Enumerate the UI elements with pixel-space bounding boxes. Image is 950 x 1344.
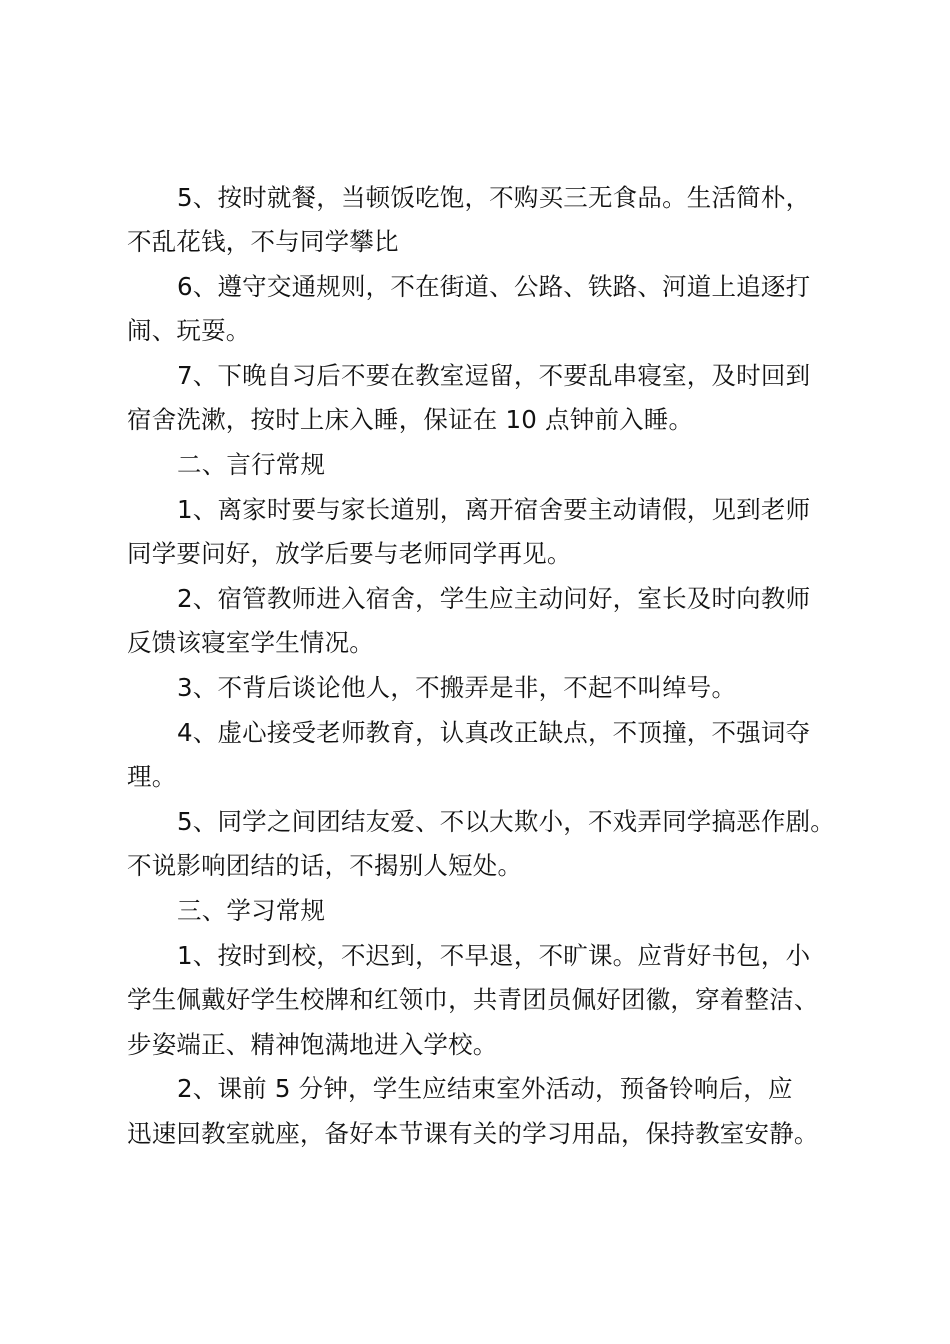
text-line: 1、离家时要与家长道别，离开宿舍要主动请假，见到老师: [177, 495, 811, 524]
text-line: 4、虚心接受老师教育，认真改正缺点，不顶撞，不强词夺: [177, 718, 811, 747]
text-line: 6、遵守交通规则，不在街道、公路、铁路、河道上追逐打: [177, 272, 811, 301]
text-line: 不乱花钱，不与同学攀比: [127, 227, 399, 256]
text-line: 步姿端正、精神饱满地进入学校。: [127, 1030, 498, 1059]
text-line: 理。: [127, 762, 177, 791]
text-line: 2、宿管教师进入宿舍，学生应主动问好，室长及时向教师: [177, 584, 811, 613]
text-line: 闹、玩耍。: [127, 316, 251, 345]
text-line: 不说影响团结的话，不揭别人短处。: [127, 851, 523, 880]
text-line: 5、按时就餐，当顿饭吃饱，不购买三无食品。生活简朴，: [177, 183, 811, 212]
text-line: 宿舍洗漱，按时上床入睡，保证在 10 点钟前入睡。: [127, 405, 694, 434]
section-heading: 二、言行常规: [177, 450, 326, 479]
text-line: 3、不背后谈论他人，不搬弄是非，不起不叫绰号。: [177, 673, 737, 702]
text-line: 学生佩戴好学生校牌和红领巾，共青团员佩好团徽，穿着整洁、: [127, 985, 819, 1014]
section-heading: 三、学习常规: [177, 896, 326, 925]
text-line: 迅速回教室就座，备好本节课有关的学习用品，保持教室安静。: [127, 1119, 819, 1148]
text-line: 5、同学之间团结友爱、不以大欺小，不戏弄同学搞恶作剧。: [177, 807, 835, 836]
text-line: 反馈该寝室学生情况。: [127, 628, 374, 657]
text-line: 7、下晚自习后不要在教室逗留，不要乱串寝室，及时回到: [177, 361, 811, 390]
text-line: 1、按时到校，不迟到，不早退，不旷课。应背好书包，小: [177, 941, 811, 970]
text-line: 同学要问好，放学后要与老师同学再见。: [127, 539, 572, 568]
text-line: 2、课前 5 分钟，学生应结束室外活动，预备铃响后，应: [177, 1074, 793, 1103]
